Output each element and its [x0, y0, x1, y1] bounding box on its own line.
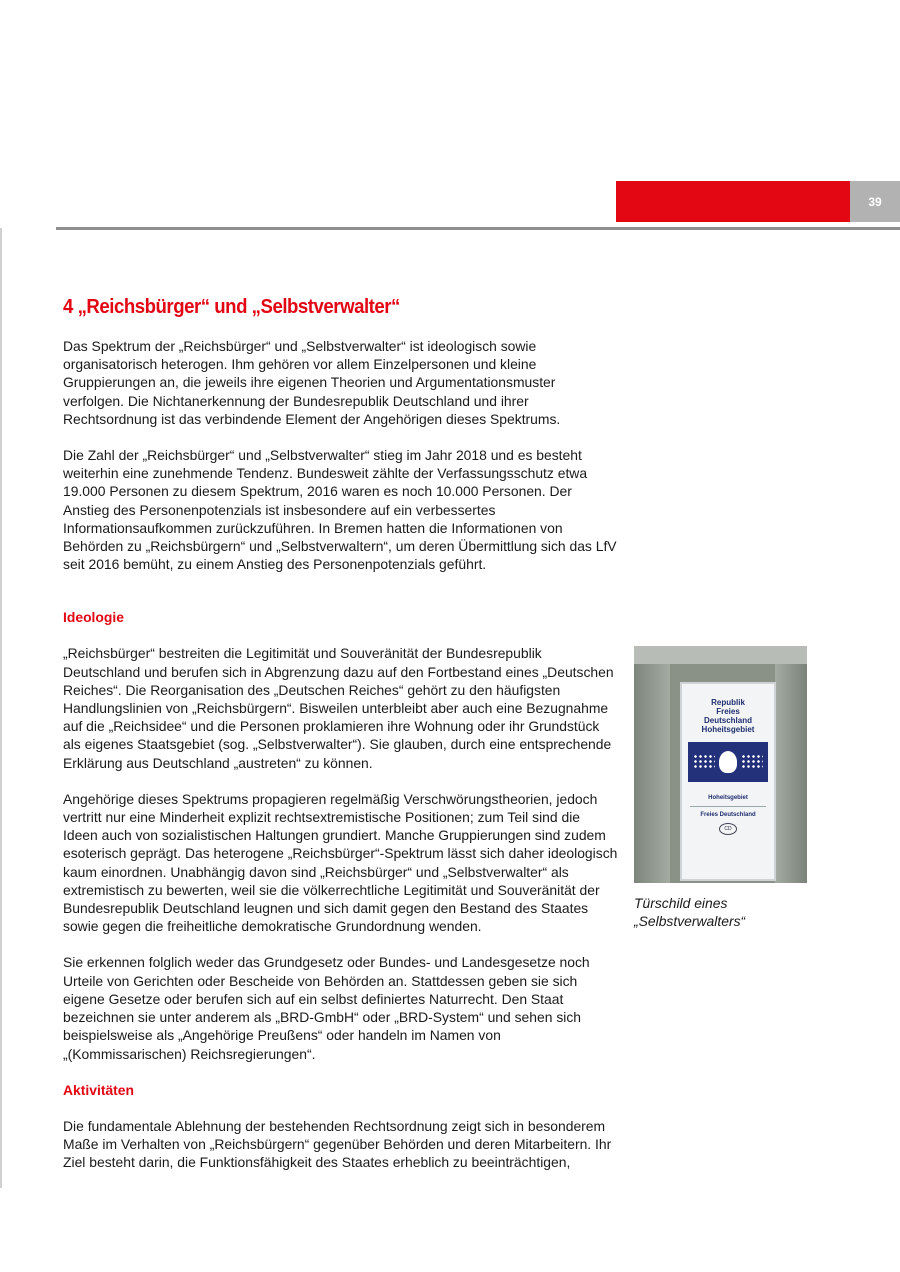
header-accent-bar [616, 181, 850, 222]
sign-text-line-2: Freies [716, 707, 740, 716]
photo-pillar-left [634, 646, 670, 883]
sign-pattern-left [693, 754, 715, 770]
sign-emblem-band [688, 742, 768, 782]
section-heading-aktivitaeten: Aktivitäten [63, 1081, 135, 1098]
sign-cd-badge: CD [719, 823, 737, 835]
sign-pattern-right [741, 754, 763, 770]
sign-divider [690, 806, 766, 807]
sign-text-line-3: Deutschland [703, 716, 752, 725]
ideologie-paragraph-3: Sie erkennen folglich weder das Grundgesetz oder Bundes- und Landesgesetze noch Urteile von Gerichten oder Bescheide von Behörden an. Stattdessen geben sie sich eigene Gesetze oder berufen sich auf ein selbst definiertes Naturrecht. Den Staat bezeichnen sie unter anderem als „BRD-GmbH“ oder „BRD-System“ und sehen sich beispielsweise als „Angehörige Preußens“ oder handeln im Namen von „(Kommissarischen) Reichsregierungen“. [63, 954, 590, 1062]
chapter-title: 4 „Reichsbürger“ und „Selbstverwalter“ [63, 296, 400, 318]
intro-paragraph-1: Das Spektrum der „Reichsbürger“ und „Selbstverwalter“ ist ideologisch sowie organisatorisch heterogen. Ihm gehören vor allem Einzelpersonen und kleine Gruppierungen an, die jeweils ihre eigenen Theorien und Argumentationsmuster verfolgen. Die Nichtanerkennung der Bundesrepublik Deutschland und ihrer Rechtsordnung ist das verbindende Element der Angehörigen dieses Spektrums. [63, 338, 561, 427]
sign-text-line-4: Hoheitsgebiet [701, 725, 755, 734]
aktivitaeten-paragraph-1: Die fundamentale Ablehnung der bestehenden Rechtsordnung zeigt sich in besonderem Maße im Verhalten von „Reichsbürgern“ gegenüber Behörden und deren Mitarbeitern. Ihr Ziel besteht darin, die Funktionsfähigkeit des Staates erheblich zu beeinträchtigen, [63, 1117, 612, 1171]
page-edge-line [0, 228, 2, 1188]
main-content [63, 296, 618, 1189]
photo-caption: Türschild eines „Selbstverwalters“ [634, 895, 746, 930]
ideologie-paragraph-1: „Reichsbürger“ bestreiten die Legitimität und Souveränität der Bundesrepublik Deutschland und berufen sich in Abgrenzung dazu auf den Fortbestand eines „Deutschen Reiches“. Die Reorganisation des „Deutschen Reiches“ gehört zu den häufigsten Handlungslinien von „Reichsbürgern“. Bisweilen unterbleibt aber auch eine Bezugnahme auf die „Reichsidee“ und die Personen proklamieren ihre Wohnung oder ihr Grundstück als eigenes Staatsgebiet (sog. „Selbstverwalter“). Sie glauben, durch eine entsprechende Erklärung aus Deutschland „austreten“ zu können. [63, 645, 614, 771]
photo-pillar-right [775, 646, 807, 883]
header-rule [56, 227, 900, 230]
door-sign [680, 682, 776, 881]
sign-lower-text-2: Freies Deutschland [700, 812, 756, 818]
sign-lower-text-1: Hoheitsgebiet [708, 795, 748, 801]
sign-text-line-1: Republik [711, 698, 745, 707]
door-sign-photo [634, 646, 807, 883]
ideologie-paragraph-2: Angehörige dieses Spektrums propagieren regelmäßig Verschwörungstheorien, jedoch vertritt nur eine Minderheit explizit rechtsextremistische Positionen; zum Teil sind die Ideen auch von sozialistischen Haltungen grundiert. Manche Gruppierungen sind zudem esoterisch geprägt. Das heterogene „Reichsbürger“-Spektrum lässt sich daher ideologisch kaum einordnen. Unabhängig davon sind „Reichsbürger“ und „Selbstverwalter“ als extremistisch zu bewerten, weil sie die völkerrechtliche Legitimität und Souveränität der Bundesrepublik Deutschland leugnen und sich damit gegen den Bestand des Staates sowie gegen die freiheitliche demokratische Grundordnung wenden. [63, 790, 618, 935]
photo-frame-top [634, 646, 807, 664]
page-number: 39 [850, 181, 900, 222]
intro-paragraph-2: Die Zahl der „Reichsbürger“ und „Selbstverwalter“ stieg im Jahr 2018 und es besteht weiterhin eine zunehmende Tendenz. Bundesweit zählte der Verfassungsschutz etwa 19.000 Personen zu diesem Spektrum, 2016 waren es noch 10.000 Personen. Der Anstieg des Personenpotenzials ist insbesondere auf ein verbessertes Informationsaufkommen zurückzuführen. In Bremen hatten die Informationen von Behörden zu „Reichsbürgern“ und „Selbstverwaltern“, um deren Übermittlung sich das LfV seit 2016 bemüht, zu einem Anstieg des Personenpotenzials geführt. [63, 447, 617, 573]
section-heading-ideologie: Ideologie [63, 609, 124, 626]
eagle-emblem-icon [719, 751, 737, 773]
